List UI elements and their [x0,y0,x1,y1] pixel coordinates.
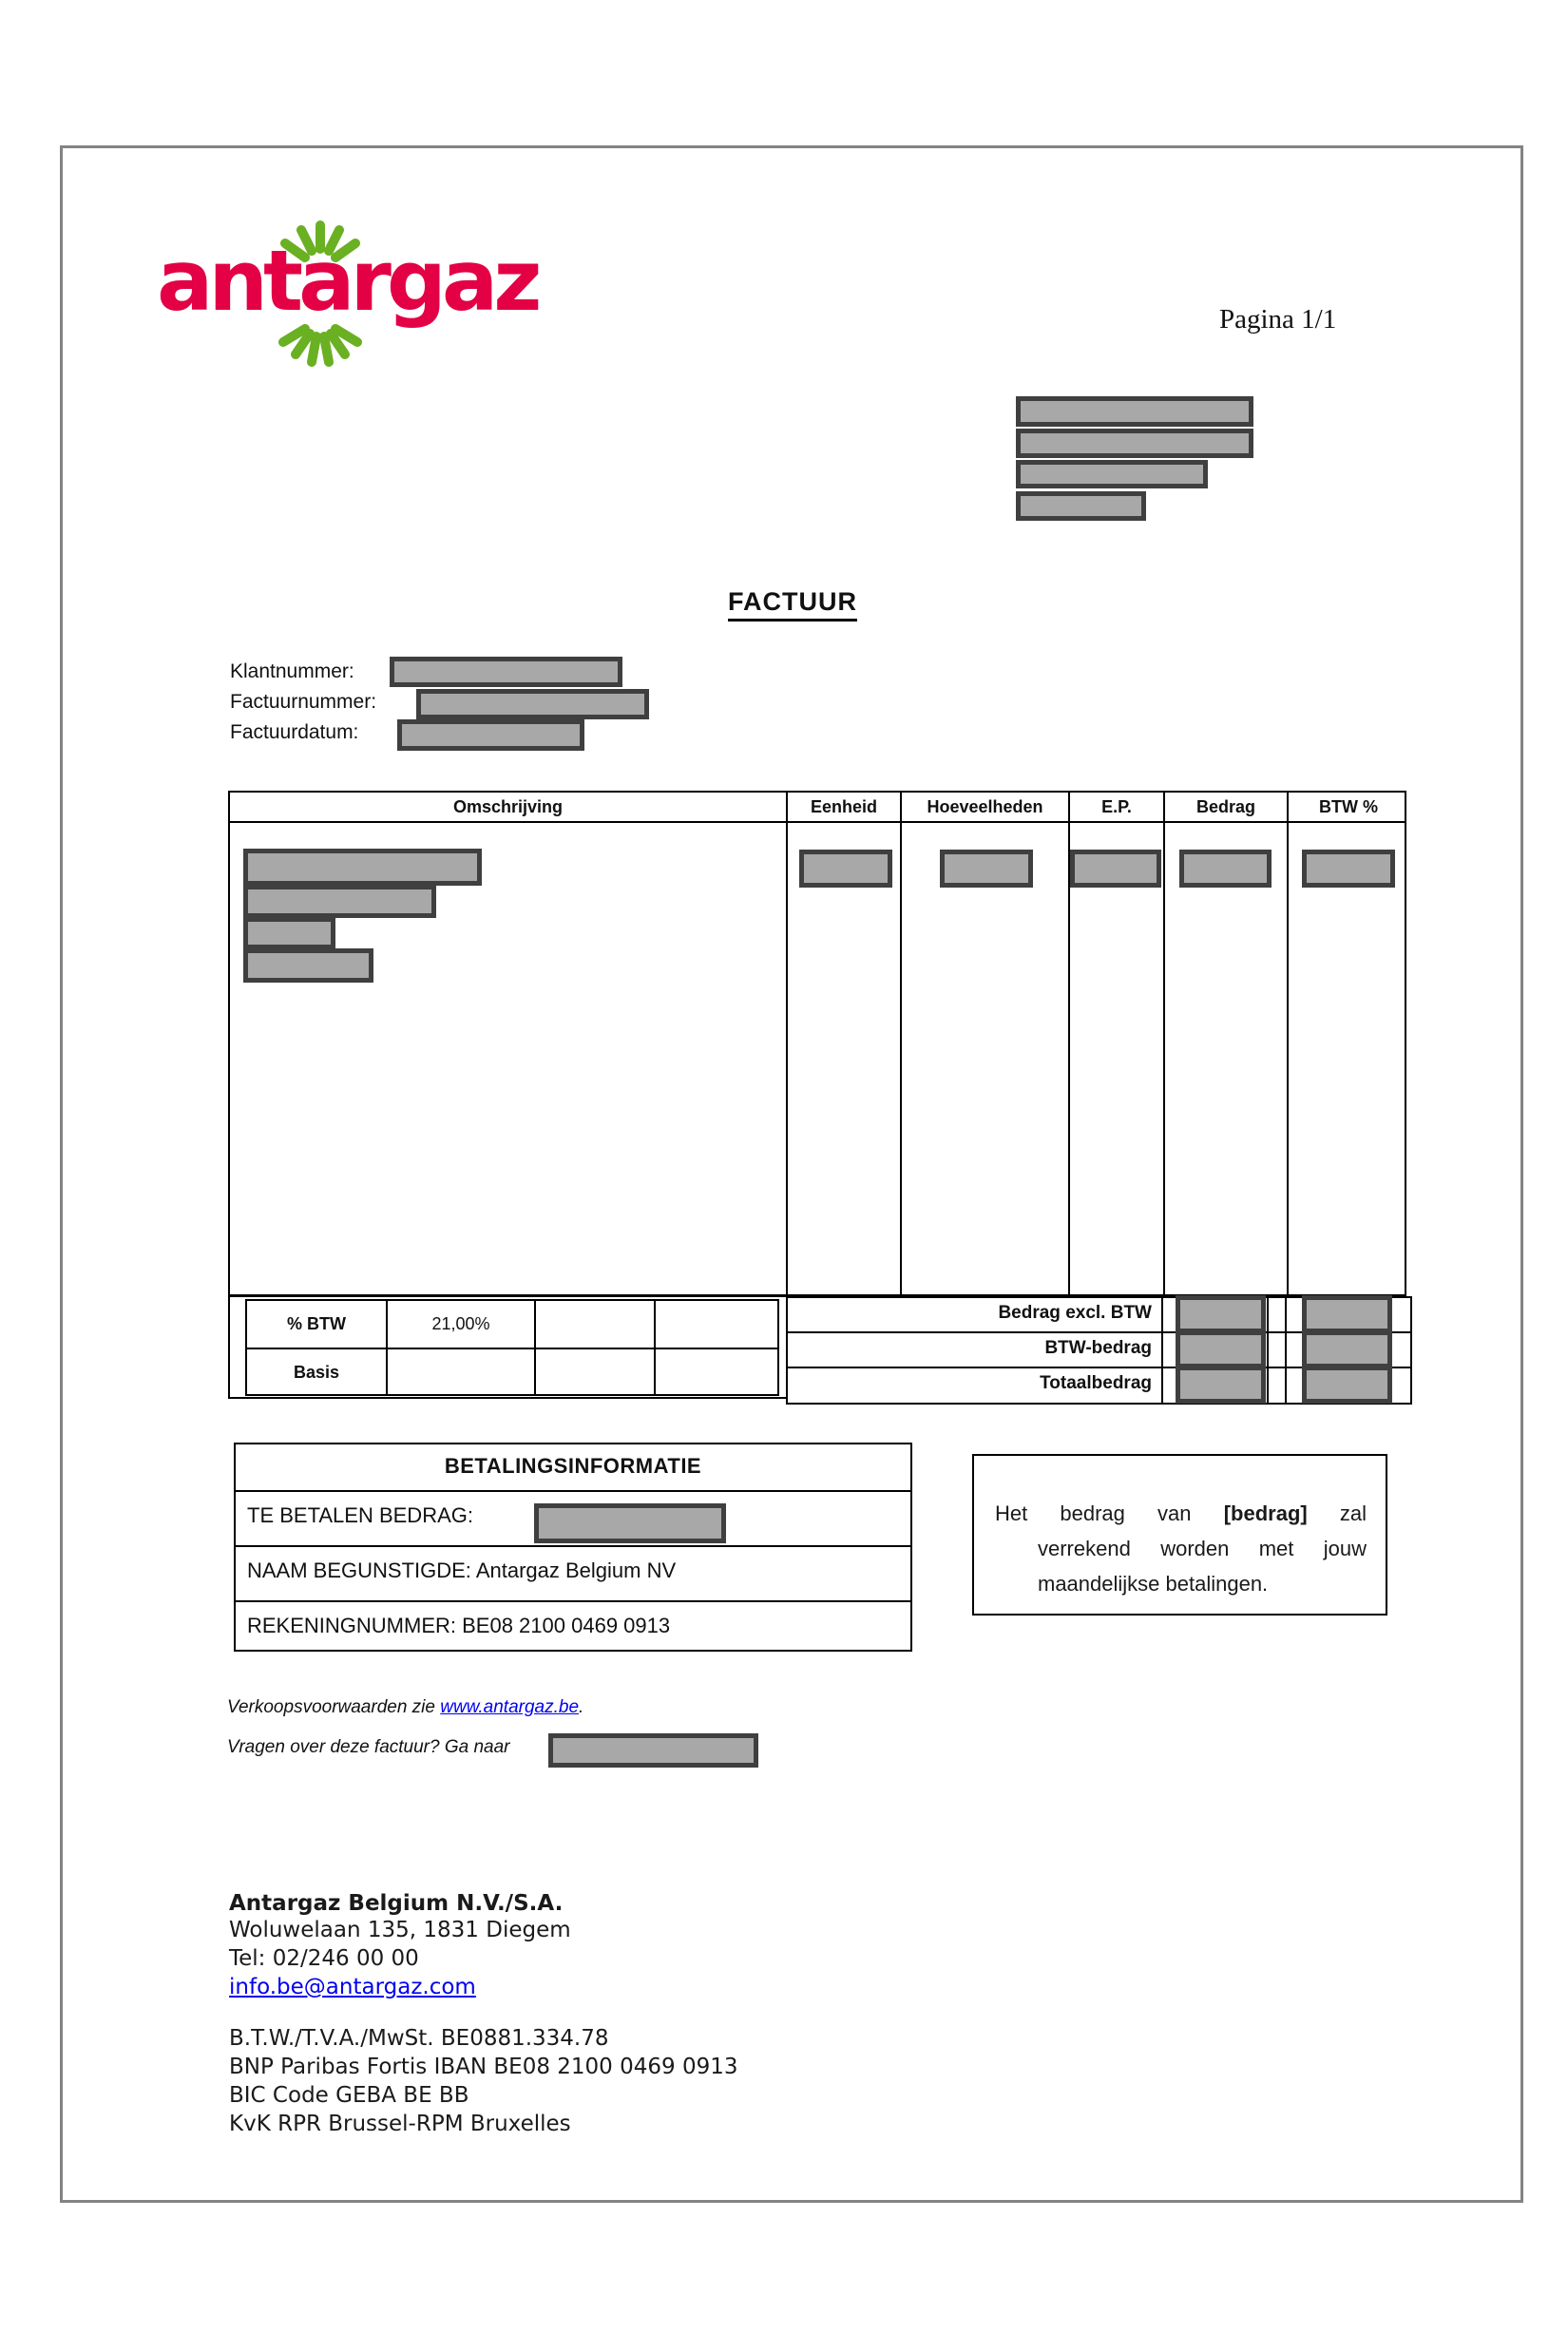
payment-info-title: BETALINGSINFORMATIE [236,1444,910,1492]
col-header-btw: BTW % [1287,793,1408,821]
payment-info-box [234,1443,912,1652]
invoice-table-header [230,793,1405,823]
total-label: Bedrag excl. BTW [788,1298,1163,1332]
redacted-description-4 [243,948,373,983]
vat-summary-table [245,1299,779,1396]
redacted-description-2 [243,885,436,918]
redacted-bedrag-value [1179,850,1272,888]
total-row-excl-btw [786,1296,1412,1334]
amount-due-row [236,1492,910,1547]
vat-empty-cell [386,1348,534,1394]
vat-empty-cell [654,1301,777,1348]
footer-address: Woluwelaan 135, 1831 Diegem [229,1918,571,1942]
note-line-2: verrekend worden met jouw [1038,1537,1367,1560]
antargaz-logo [152,217,551,359]
logo-wordmark: antargaz [157,232,538,330]
invoice-table [228,791,1406,1399]
footer-email-link[interactable]: info.be@antargaz.com [229,1975,476,1999]
column-divider [1068,823,1070,1294]
col-header-eenheid: Eenheid [786,793,900,821]
vat-empty-cell [654,1348,777,1394]
redacted-address-line-1 [1016,396,1253,427]
redacted-invoice-date [397,719,584,751]
invoice-number-label: Factuurnummer: [230,691,377,713]
column-divider [1163,823,1165,1294]
footer-vat-number: B.T.W./T.V.A./MwSt. BE0881.334.78 [229,2026,609,2051]
vat-base-label: Basis [247,1348,386,1394]
redacted-btw-value [1302,850,1395,888]
bedrag-placeholder: [bedrag] [1223,1501,1308,1525]
redacted-address-line-4 [1016,491,1146,521]
antargaz-website-link[interactable]: www.antargaz.be [440,1697,580,1717]
footer-registry: KvK RPR Brussel-RPM Bruxelles [229,2112,571,2136]
column-divider [786,823,788,1294]
footer-iban: BNP Paribas Fortis IBAN BE08 2100 0469 0913 [229,2055,738,2079]
redacted-description-1 [243,849,482,886]
redacted-total-btw [1302,1330,1392,1368]
redacted-hoeveelheden-value [940,850,1033,888]
total-label: BTW-bedrag [788,1333,1163,1367]
page-number: Pagina 1/1 [1219,304,1337,335]
redacted-total-value [1176,1366,1266,1404]
redacted-eenheid-value [799,850,892,888]
vat-empty-cell [534,1348,654,1394]
redacted-address-line-3 [1016,460,1208,488]
total-row-btw-bedrag [786,1331,1412,1369]
client-number-label: Klantnummer: [230,660,354,682]
footer-company-name: Antargaz Belgium N.V./S.A. [229,1891,564,1916]
total-label: Totaalbedrag [788,1368,1163,1403]
logo-rays-bottom-icon [266,323,375,369]
redacted-invoice-number [416,689,649,719]
col-header-ep: E.P. [1068,793,1163,821]
column-divider [900,823,902,1294]
redacted-address-line-2 [1016,429,1253,458]
redacted-total-value [1176,1330,1266,1368]
col-header-hoeveelheden: Hoeveelheden [900,793,1068,821]
redacted-total-btw [1302,1295,1392,1333]
redacted-questions-link [548,1733,758,1768]
note-line-3: maandelijkse betalingen. [1038,1572,1269,1596]
redacted-ep-value [1070,850,1161,888]
amount-due-label: TE BETALEN BEDRAG: [247,1503,473,1527]
footer-bic: BIC Code GEBA BE BB [229,2083,469,2108]
column-divider [1287,823,1289,1294]
redacted-client-number [390,657,622,687]
note-line-1: Het bedrag van [bedrag] zal [995,1501,1367,1525]
invoice-date-label: Factuurdatum: [230,721,359,743]
redacted-amount-due [534,1503,726,1543]
total-row-totaal [786,1367,1412,1405]
vat-rate-label: % BTW [287,1314,346,1333]
footer-phone: Tel: 02/246 00 00 [229,1946,419,1971]
redacted-total-value [1176,1295,1266,1333]
col-header-omschrijving: Omschrijving [452,797,564,816]
questions-line: Vragen over deze factuur? Ga naar [227,1737,510,1757]
document-title: FACTUUR [602,587,983,617]
beneficiary-row: NAAM BEGUNSTIGDE: Antargaz Belgium NV [236,1547,910,1602]
vat-empty-cell [534,1301,654,1348]
redacted-total-btw [1302,1366,1392,1404]
terms-line: Verkoopsvoorwaarden zie www.antargaz.be. [227,1697,584,1717]
settlement-note-box [972,1454,1387,1616]
col-header-bedrag: Bedrag [1163,793,1287,821]
redacted-description-3 [243,917,335,949]
account-number-row: REKENINGNUMMER: BE08 2100 0469 0913 [247,1614,671,1637]
vat-rate-value: 21,00% [386,1301,534,1348]
